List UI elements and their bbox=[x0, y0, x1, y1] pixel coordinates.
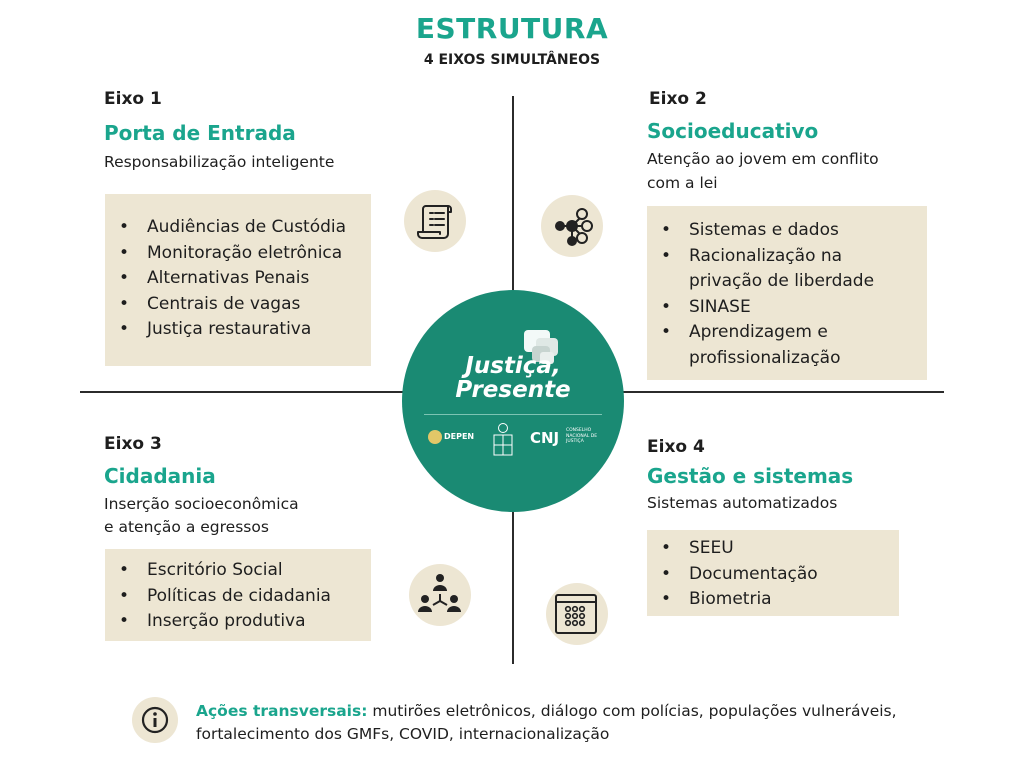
list-item: • Documentação bbox=[647, 562, 899, 588]
info-icon bbox=[132, 697, 178, 743]
list-item: • Alternativas Penais bbox=[105, 266, 371, 292]
axis1-description: Responsabilização inteligente bbox=[104, 153, 335, 171]
axis1-list-box bbox=[105, 194, 371, 366]
depen-logo-text: DEPEN bbox=[444, 432, 475, 441]
list-item: • Monitoração eletrônica bbox=[105, 241, 371, 267]
list-item: • Inserção produtiva bbox=[105, 609, 371, 635]
page-title: ESTRUTURA bbox=[415, 12, 609, 45]
axis2-description-line1: Atenção ao jovem em conflito bbox=[647, 150, 879, 168]
list-item: • SINASE bbox=[647, 295, 927, 321]
axis2-description-line2: com a lei bbox=[647, 174, 718, 192]
axis3-list-box bbox=[105, 549, 371, 641]
transversal-actions-line2: fortalecimento dos GMFs, COVID, internacionalização bbox=[196, 725, 610, 743]
list-item: • Audiências de Custódia bbox=[105, 215, 371, 241]
list-item: • Escritório Social bbox=[105, 558, 371, 584]
list-item: • Biometria bbox=[647, 587, 899, 613]
axis3-number: Eixo 3 bbox=[104, 434, 162, 454]
center-logo-circle bbox=[402, 290, 624, 512]
axis2-name: Socioeducativo bbox=[647, 119, 819, 143]
document-scroll-icon bbox=[404, 190, 466, 252]
transversal-actions-line1-text: mutirões eletrônicos, diálogo com polícias, populações vulneráveis, bbox=[367, 702, 897, 720]
transversal-actions-label: Ações transversais: bbox=[196, 702, 368, 720]
people-group-icon bbox=[409, 564, 471, 626]
network-nodes-icon bbox=[541, 195, 603, 257]
center-divider bbox=[424, 414, 602, 415]
center-title bbox=[402, 354, 624, 402]
axis4-number: Eixo 4 bbox=[647, 437, 705, 457]
list-item: • Justiça restaurativa bbox=[105, 317, 371, 343]
page-subtitle: 4 EIXOS SIMULTÂNEOS bbox=[423, 52, 601, 68]
axis2-list-box bbox=[647, 206, 927, 380]
axis3-description-line1: Inserção socioeconômica bbox=[104, 495, 299, 513]
center-title-line1: Justiça, bbox=[465, 353, 561, 379]
axis4-list-box bbox=[647, 530, 899, 616]
list-item-continuation: profissionalização bbox=[689, 347, 841, 368]
cnj-logo-text: CNJ bbox=[530, 429, 560, 447]
list-item: • SEEU bbox=[647, 536, 899, 562]
list-item: • Racionalização na bbox=[647, 244, 927, 270]
pnud-logo-icon bbox=[493, 422, 513, 456]
transversal-actions-line1 bbox=[196, 700, 956, 723]
list-item: • Políticas de cidadania bbox=[105, 584, 371, 610]
pnud-logo-text bbox=[202, 290, 203, 291]
axis1-name: Porta de Entrada bbox=[104, 121, 296, 145]
axis4-name: Gestão e sistemas bbox=[647, 464, 854, 488]
axis3-name: Cidadania bbox=[104, 464, 216, 488]
cnj-subtitle: CONSELHO NACIONAL DE JUSTIÇA bbox=[566, 428, 598, 444]
axis3-description-line2: e atenção a egressos bbox=[104, 518, 269, 536]
transversal-actions-text bbox=[196, 700, 956, 746]
axis1-number: Eixo 1 bbox=[104, 89, 162, 109]
center-title-line2: Presente bbox=[455, 377, 571, 403]
list-item-continuation: privação de liberdade bbox=[689, 271, 875, 291]
axis2-number: Eixo 2 bbox=[649, 89, 707, 109]
depen-emblem-icon bbox=[428, 430, 442, 444]
browser-window-icon bbox=[546, 583, 608, 645]
list-item: • Aprendizagem e bbox=[647, 320, 927, 346]
list-item: • Centrais de vagas bbox=[105, 292, 371, 318]
axis4-description: Sistemas automatizados bbox=[647, 494, 838, 512]
list-item: • Sistemas e dados bbox=[647, 218, 927, 244]
